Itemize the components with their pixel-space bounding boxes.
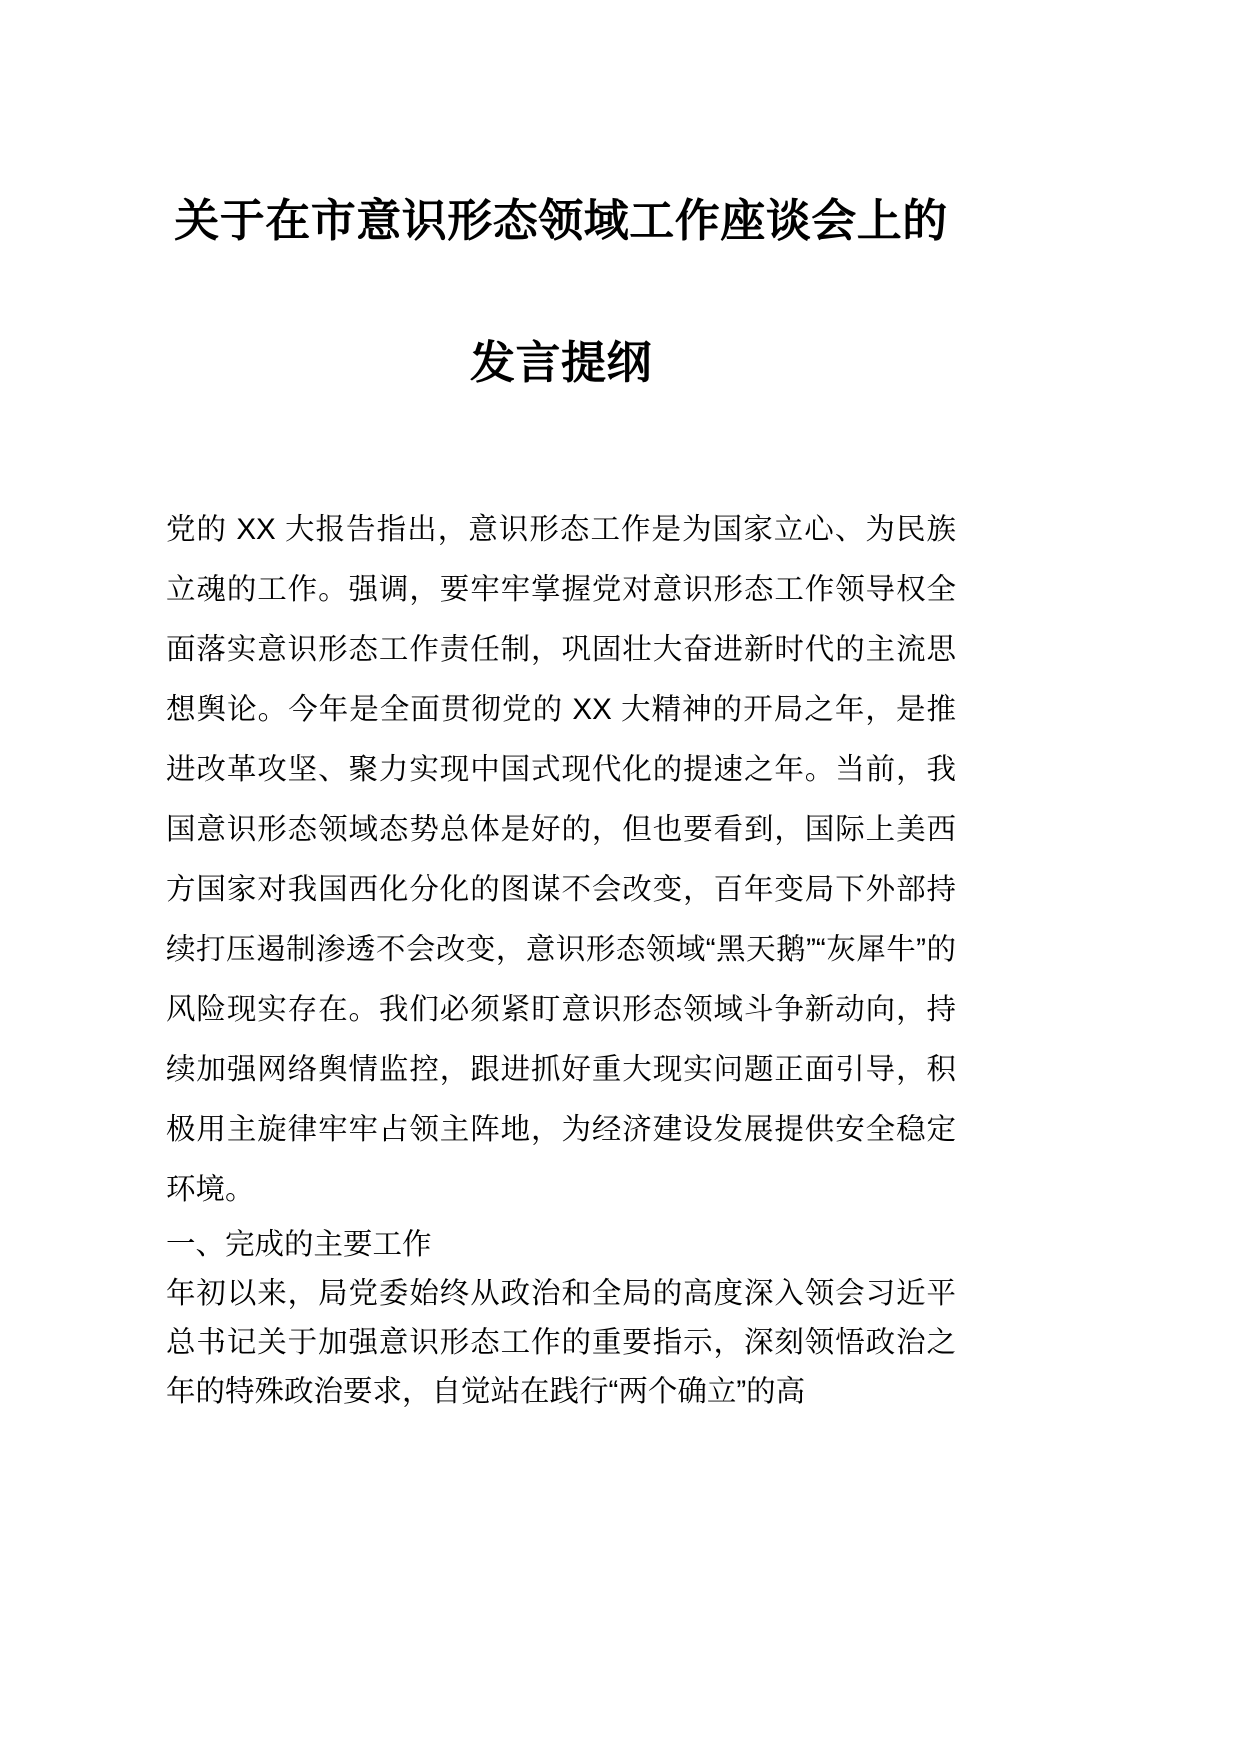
- paragraph-section-one-body: 年初以来，局党委始终从政治和全局的高度深入领会习近平总书记关于加强意识形态工作的重要指示，深刻领悟政治之年的特殊政治要求，自觉站在践行“两个确立”的高: [166, 1277, 956, 1408]
- page-content-area: [166, 0, 956, 1416]
- section-heading-one: 一、完成的主要工作: [166, 1228, 432, 1261]
- document-body: [166, 500, 956, 1416]
- page-title-text: 关于在市意识形态领域工作座谈会上的发言提纲: [174, 195, 948, 388]
- paragraph-intro: 党的 XX 大报告指出，意识形态工作是为国家立心、为民族立魂的工作。强调，要牢牢掌握党对意识形态工作领导权全面落实意识形态工作责任制，巩固壮大奋进新时代的主流思想舆论。今年是全面贯彻党的 XX 大精神的开局之年，是推进改革攻坚、聚力实现中国式现代化的提速之年。当前，我国意识形态领域态势总体是好的，但也要看到，国际上美西方国家对我国西化分化的图谋不会改变，百年变局下外部持续打压遏制渗透不会改变，意识形态领域“黑天鹅”“灰犀牛”的风险现实存在。我们必须紧盯意识形态领域斗争新动向，持续加强网络舆情监控，跟进抓好重大现实问题正面引导，积极用主旋律牢牢占领主阵地，为经济建设发展提供安全稳定环境。: [166, 513, 956, 1206]
- page-title: [166, 0, 956, 434]
